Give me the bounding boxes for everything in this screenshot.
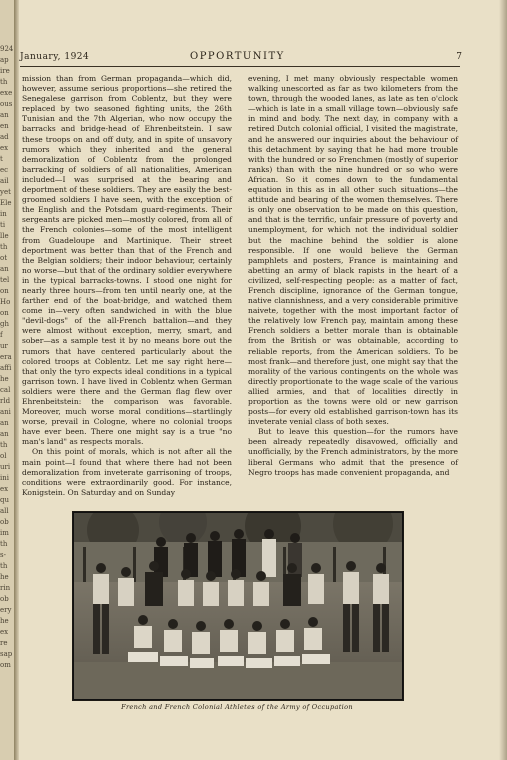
- previous-page-fragment: en: [0, 122, 9, 130]
- previous-page-fragment: th: [0, 441, 8, 449]
- previous-page-fragment: ti: [0, 221, 6, 229]
- previous-page-fragment: affi: [0, 364, 12, 372]
- running-header: [20, 52, 460, 66]
- magazine-title: OPPORTUNITY: [190, 51, 285, 62]
- previous-page-fragment: ous: [0, 100, 13, 108]
- previous-page-fragment: he: [0, 617, 9, 625]
- previous-page-fragment: ire: [0, 67, 10, 75]
- left-column: [22, 74, 232, 498]
- paragraph: On this point of morals, which is not after all the main point—I found that where there had not been demoralization from inveterate garrisoning of troops, conditions were extraordinarily good. For instance, Konigstein. On Saturday and on Sunday: [22, 447, 232, 497]
- previous-page-fragment: an: [0, 265, 9, 273]
- previous-page-fragment: f: [0, 331, 3, 339]
- previous-page-fragment: an: [0, 419, 9, 427]
- previous-page-fragment: an: [0, 430, 9, 438]
- athletes-photo-image: [73, 512, 403, 700]
- previous-page-fragment: th: [0, 243, 8, 251]
- previous-page-fragment: era: [0, 353, 12, 361]
- previous-page-fragment: om: [0, 661, 11, 669]
- previous-page-fragment: exe: [0, 89, 13, 97]
- previous-page-fragment: Ho: [0, 298, 11, 306]
- previous-page-fragment: th: [0, 540, 8, 548]
- group-photograph: [72, 511, 404, 701]
- paragraph: evening, I met many obviously respectable women walking unescorted as far as two kilometers from the town, through the wooded lanes, as late as ten o'clock—which is late in a small village town—obviously safe in mind and body. The next day, in company with a retired Dutch colonial official, I visited the magistrate, and he answered our inquiries about the behaviour of this detachment by saying that he had more trouble with the hundred or so Frenchmen (mostly of superior ranks) than with the nine hundred or so who were African. So it comes down to the fundamental equation in this as in all other such situations—the attitude and bearing of the women themselves. There is only one observation to be made on this question, and that is the terrific, unfair pressure of poverty and unemployment, for which not the individual soldier but the machine behind the soldier is alone responsible. If one would believe the German pamphlets and posters, France is maintaining and abetting an army of black rapists in the heart of a civilized, self-respecting people: as a matter of fact, French discipline, ignorance of the German tongue, native clannishness, and a very considerable primitive naivete, together with the most important factor of the relatively low French pay, maintain among these French soldiers a better morale than is obtainable from the British or was obtainable, according to reliable reports, from the American soldiers. To be most frank—and therefore just, one might say that the morality of the various contingents on the whole was directly proportionate to the wage scale of the various allied armies, and that of localities directly in proportion as the towns were old or new garrison posts—for every old established garrison-town has its inveterate venial class of both sexes.: [248, 74, 458, 427]
- previous-page-fragment: ex: [0, 485, 9, 493]
- previous-page-fragment: he: [0, 573, 9, 581]
- right-column: [248, 74, 458, 478]
- previous-page-fragment: 924: [0, 45, 14, 53]
- previous-page-fragment: qu: [0, 496, 9, 504]
- previous-page-fragment: all: [0, 507, 9, 515]
- previous-page-fragment: re: [0, 639, 8, 647]
- previous-page-fragment: Ele: [0, 199, 12, 207]
- previous-page-fragment: s-: [0, 551, 6, 559]
- previous-page-fragment: ob: [0, 518, 9, 526]
- previous-page-fragment: ex: [0, 144, 9, 152]
- previous-page-fragment: ery: [0, 606, 12, 614]
- previous-page-fragment: in: [0, 210, 7, 218]
- paragraph: But to leave this question—for the rumors have been already repeatedly disavowed, officially and unofficially, by the French administrators, by the more liberal Germans who admit that the presence of Negro troops has made convenient propaganda, and: [248, 427, 458, 477]
- previous-page-fragment: on: [0, 287, 9, 295]
- previous-page-fragment: ol: [0, 452, 7, 460]
- previous-page-fragment: gh: [0, 320, 9, 328]
- previous-page-fragment: ini: [0, 474, 9, 482]
- previous-page-fragment: ot: [0, 254, 8, 262]
- previous-page-fragment: ec: [0, 166, 9, 174]
- previous-page-fragment: yet: [0, 188, 11, 196]
- previous-page-edge: [0, 0, 15, 760]
- previous-page-fragment: uri: [0, 463, 11, 471]
- previous-page-fragment: lle: [0, 232, 9, 240]
- previous-page-fragment: he: [0, 375, 9, 383]
- binding-gutter: [14, 0, 19, 760]
- previous-page-fragment: th: [0, 78, 8, 86]
- previous-page-fragment: ap: [0, 56, 9, 64]
- header-rule: [20, 66, 460, 67]
- previous-page-fragment: an: [0, 111, 9, 119]
- previous-page-fragment: rld: [0, 397, 11, 405]
- previous-page-fragment: ani: [0, 408, 11, 416]
- previous-page-fragment: t: [0, 155, 3, 163]
- previous-page-fragment: ur: [0, 342, 8, 350]
- paragraph: mission than from German propaganda—which did, however, assume serious proportions—she retired the Senegalese garrison from Coblentz, but they were replaced by two seasoned fighting units, the 26th Tunisian and the 7th Algerian, who now occupy the barracks and bridge-head of Ehrenbeitstein. I saw these troops on and off duty, and in spite of unsavory rumors which they inherited and the general demoralization of Coblentz from the prolonged barracking of soldiers of all nationalities, American included—I was surprised at the bearing and deportment of these soldiers. They are easily the best-groomed soldiers I have seen, with the exception of the English and the Potsdam guard-regiments. Their sergeants are picked men—mostly colored, from all of the French colonies—some of the most intelligent from Guadeloupe and Martinique. Their street deportment was better than that of the French and the Belgian soldiers; their indoor behaviour, certainly no worse—but that of the ordinary soldier everywhere in the typical barracks-towns. I stood one night for nearly three hours—from ten until nearly one, at the farther end of the boat-bridge, and watched them come in—very often sandwiched in with the blue "devil-dogs" of the all-French battalion—and they were almost without exception, merry, smart, and sober—as a sample test it by no means bore out the rumors that have centered particularly about the colored troops at Coblentz. Let me say right here—that only the tyro expects ideal conditions in a typical garrison town. I have lived in Coblentz when German soldiers were there and the German flag flew over Ehrenbeitstein: the comparison was favorable. Moreover, much worse moral conditions—startlingly worse, prevail in Cologne, where no colonial troops have ever been. There one might say is a true "no man's land" as respects morals.: [22, 74, 232, 447]
- previous-page-fragment: ex: [0, 628, 9, 636]
- page-edge-shadow: [499, 0, 507, 760]
- photo-caption: French and French Colonial Athletes of the Army of Occupation: [121, 703, 353, 711]
- previous-page-fragment: th: [0, 562, 8, 570]
- previous-page-fragment: sap: [0, 650, 13, 658]
- previous-page-fragment: ob: [0, 595, 9, 603]
- previous-page-fragment: ad: [0, 133, 9, 141]
- page-number: 7: [456, 52, 462, 62]
- previous-page-fragment: cal: [0, 386, 11, 394]
- previous-page-fragment: on: [0, 309, 9, 317]
- previous-page-fragment: rin: [0, 584, 11, 592]
- previous-page-fragment: ail: [0, 177, 9, 185]
- previous-page-fragment: tel: [0, 276, 10, 284]
- previous-page-fragment: im: [0, 529, 9, 537]
- issue-date: January, 1924: [20, 52, 90, 62]
